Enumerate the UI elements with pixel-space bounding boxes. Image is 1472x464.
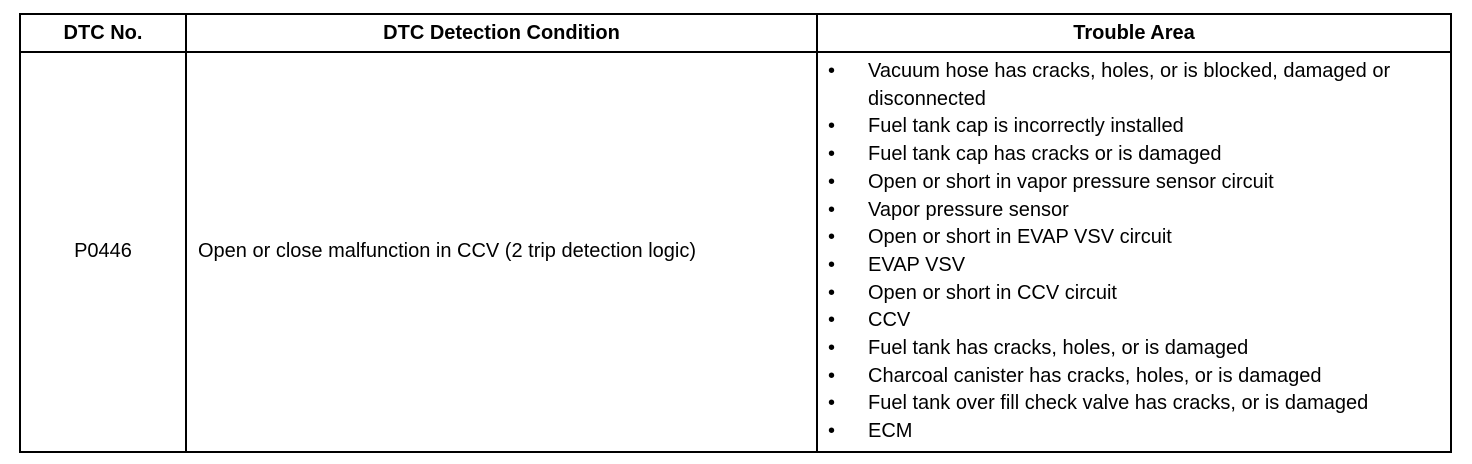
list-item	[818, 197, 1450, 225]
trouble-area-text: Fuel tank cap has cracks or is damaged	[868, 143, 1222, 166]
trouble-area-list	[818, 53, 1450, 451]
header-trouble-area: Trouble Area	[817, 14, 1451, 52]
list-item	[818, 141, 1450, 169]
trouble-area-text: Vapor pressure sensor	[868, 198, 1069, 221]
bullet-icon: •	[828, 226, 836, 249]
header-detection-condition: DTC Detection Condition	[186, 14, 817, 52]
bullet-icon: •	[828, 198, 836, 221]
list-item	[818, 363, 1450, 391]
header-dtc-no: DTC No.	[20, 14, 186, 52]
dtc-code-cell: P0446	[20, 52, 186, 452]
trouble-area-text: Vacuum hose has cracks, holes, or is blocked, damaged or disconnected	[868, 60, 1391, 110]
trouble-area-text: Open or short in vapor pressure sensor circuit	[868, 170, 1274, 193]
list-item	[818, 280, 1450, 308]
bullet-icon: •	[828, 364, 836, 387]
bullet-icon: •	[828, 143, 836, 166]
list-item	[818, 307, 1450, 335]
trouble-area-cell	[817, 52, 1451, 452]
trouble-area-text: Fuel tank cap is incorrectly installed	[868, 115, 1184, 138]
header-row	[20, 14, 1451, 52]
bullet-icon: •	[828, 309, 836, 332]
trouble-area-text: EVAP VSV	[868, 253, 966, 276]
list-item	[818, 58, 1450, 113]
trouble-area-text: Fuel tank over fill check valve has cracks, or is damaged	[868, 392, 1369, 415]
trouble-area-text: Fuel tank has cracks, holes, or is damaged	[868, 337, 1249, 360]
bullet-icon: •	[828, 170, 836, 193]
list-item	[818, 252, 1450, 280]
list-item	[818, 335, 1450, 363]
table-row	[20, 52, 1451, 452]
trouble-area-text: Open or short in EVAP VSV circuit	[868, 226, 1172, 249]
list-item	[818, 418, 1450, 446]
trouble-area-text: Open or short in CCV circuit	[868, 281, 1117, 304]
list-item	[818, 113, 1450, 141]
trouble-area-text: ECM	[868, 420, 913, 443]
trouble-area-text: CCV	[868, 309, 911, 332]
list-item	[818, 390, 1450, 418]
bullet-icon: •	[828, 281, 836, 304]
bullet-icon: •	[828, 115, 836, 138]
list-item	[818, 169, 1450, 197]
bullet-icon: •	[828, 420, 836, 443]
detection-condition-cell: Open or close malfunction in CCV (2 trip detection logic)	[186, 52, 817, 452]
bullet-icon: •	[828, 60, 836, 82]
bullet-icon: •	[828, 392, 836, 415]
trouble-area-text: Charcoal canister has cracks, holes, or is damaged	[868, 364, 1322, 387]
bullet-icon: •	[828, 253, 836, 276]
bullet-icon: •	[828, 337, 836, 360]
dtc-table	[19, 13, 1452, 453]
list-item	[818, 224, 1450, 252]
